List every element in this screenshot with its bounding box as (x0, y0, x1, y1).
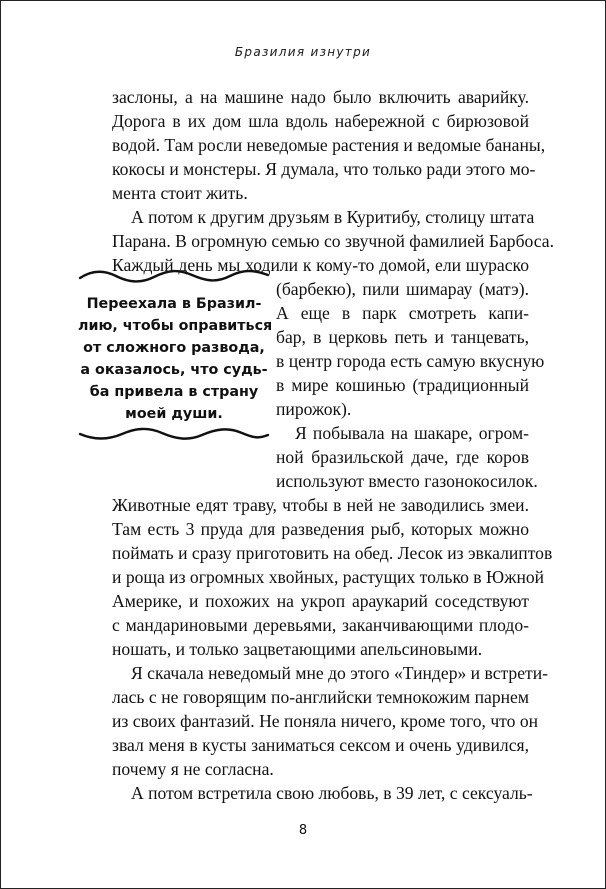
wave-divider-bottom (78, 424, 270, 444)
pull-quote-line: моей души. (125, 406, 223, 422)
pull-quote-line: Переехала в Бразил- (86, 296, 262, 312)
text-line: с мандариновыми деревьями, заканчивающими плодо- (112, 615, 529, 635)
text-line: А потом встретила свою любовь, в 39 лет, с сексуаль- (131, 783, 533, 803)
text-line: водой. Там росли неведомые растения и ведомые бананы, (112, 135, 546, 155)
text-line: пирожок). (276, 399, 352, 419)
text-line: Америке, и похожих на укроп араукарий соседствуют (112, 591, 529, 611)
text-line: поймать и сразу приготовить на обед. Лесок из эвкалиптов (112, 543, 553, 563)
text-line: Каждый день мы ходили к кому-то домой, ели шураско (112, 255, 529, 275)
running-head: Бразилия изнутри (234, 45, 372, 59)
text-line: Я побывала на шакаре, огром- (295, 423, 529, 443)
text-line: Я скачала неведомый мне до этого «Тиндер» и встрети- (131, 663, 548, 683)
text-line: и роща из огромных хвойных, растущих только в Южной (112, 567, 545, 587)
page-number: 8 (298, 823, 308, 838)
text-line: мента стоит жить. (112, 183, 248, 203)
text-line: кокосы и монстеры. Я думала, что только ради этого мо- (112, 159, 536, 179)
text-line: Парана. В огромную семью со звучной фамилией Барбоса. (112, 231, 554, 251)
text-line: из своих фантазий. Не поняла ничего, кроме того, что он (112, 711, 539, 731)
text-line: заслоны, а на машине надо было включить аварийку. (112, 87, 529, 107)
text-line: ной бразильской даче, где коров (276, 447, 529, 467)
text-line: лась с не говорящим по-английски темнокожим парнем (112, 687, 529, 707)
pull-quote-line: ба привела в страну (89, 384, 259, 400)
text-line: А потом к другим друзьям в Куритибу, столицу штата (131, 207, 535, 227)
text-line: в центр города есть самую вкусную (276, 351, 545, 371)
text-line: бар, в церковь петь и танцевать, (276, 327, 529, 347)
wave-divider-top (78, 266, 270, 286)
text-line: Животные едят траву, чтобы в ней не заводились змеи. (112, 495, 529, 515)
text-line: Там есть 3 пруда для разведения рыб, которых можно (112, 519, 529, 539)
pull-quote-line: а оказалось, что судь- (80, 362, 268, 378)
text-line: звал меня в кусты заниматься сексом и очень удивился, (112, 735, 529, 755)
text-line: используют вместо газонокосилок. (276, 471, 538, 491)
pull-quote-line: от сложного развода, (83, 340, 265, 356)
text-line: в мире кошинью (традиционный (276, 375, 529, 395)
text-line: ношать, и только зацветающими апельсиновыми. (112, 639, 483, 659)
text-line: почему я не согласна. (112, 759, 274, 779)
pull-quote (78, 266, 273, 446)
text-line: (барбекю), пили шимарау (матэ). (276, 279, 529, 299)
text-line: А еще в парк смотреть капи- (276, 303, 529, 323)
text-line: Дорога в их дом шла вдоль набережной с бирюзовой (112, 111, 529, 131)
pull-quote-line: лию, чтобы оправиться (78, 318, 273, 334)
